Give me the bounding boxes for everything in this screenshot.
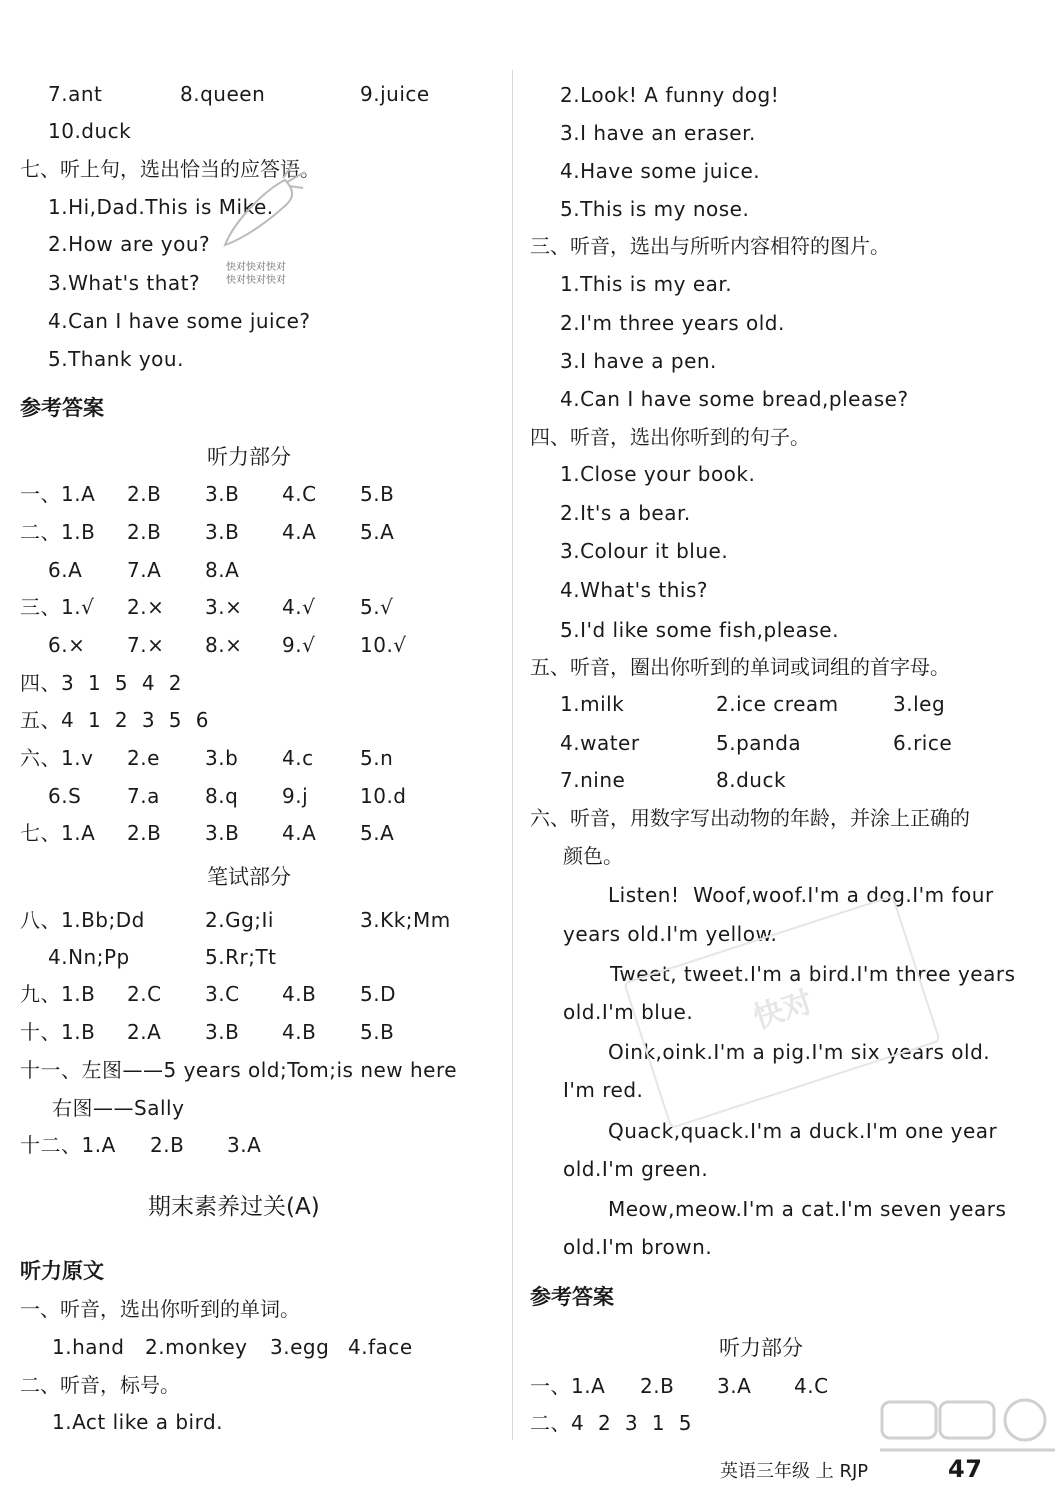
answer-item: 3.Kk;Mm: [360, 908, 451, 932]
answer-item: 2.Gg;Ii: [205, 908, 274, 932]
sentence-item: 4.Can I have some bread,please?: [560, 387, 909, 411]
answer-item: 3.B: [205, 482, 240, 506]
answer-item: 三、1.√: [20, 595, 95, 619]
answer-item: 4.A: [282, 821, 317, 845]
carrot-watermark-icon: [215, 160, 310, 255]
answer-item: 9.j: [282, 784, 309, 808]
answer-item: 十二、1.A: [20, 1133, 116, 1157]
answer-item: 8.q: [205, 784, 239, 808]
passage-line: old.I'm brown.: [563, 1235, 713, 1259]
answer-item: 5.A: [360, 821, 395, 845]
answer-item: 2.A: [127, 1020, 162, 1044]
section-title: 一、听音，选出你听到的单词。: [20, 1297, 300, 1321]
section-title: 二、听音，标号。: [20, 1373, 180, 1397]
answer-item: 一、1.A: [20, 482, 96, 506]
section-title-cont: 颜色。: [563, 844, 623, 868]
answer-item: 2.C: [127, 982, 162, 1006]
answer-item: 9.√: [282, 633, 316, 657]
passage-line: Meow,meow.I'm a cat.I'm seven years: [608, 1197, 1007, 1221]
word-item: 10.duck: [48, 119, 132, 143]
answer-item: 5.B: [360, 1020, 395, 1044]
passage-line: old.I'm green.: [563, 1157, 709, 1181]
answer-item: 5.D: [360, 982, 396, 1006]
section-title: 三、听音，选出与所听内容相符的图片。: [530, 234, 890, 258]
word-item: 7.nine: [560, 768, 626, 792]
answer-item: 2.×: [127, 595, 165, 619]
answer-item: 3.B: [205, 821, 240, 845]
answer-item: 4.B: [282, 982, 317, 1006]
answer-item: 10.d: [360, 784, 407, 808]
watermark-text: 快对快对快对: [226, 262, 286, 273]
sentence-item: 2.How are you?: [48, 232, 211, 256]
answer-item: 二、4 2 3 1 5: [530, 1411, 692, 1435]
passage-line: Tweet, tweet.I'm a bird.I'm three years: [610, 962, 1016, 986]
answer-item: 2.B: [127, 520, 162, 544]
answer-item: 3.A: [227, 1133, 262, 1157]
answer-item: 5.B: [360, 482, 395, 506]
section-title: 四、听音，选出你听到的句子。: [530, 425, 810, 449]
sentence-item: 4.What's this?: [560, 578, 709, 602]
answer-item: 八、1.Bb;Dd: [20, 908, 145, 932]
passage-line: Listen! Woof,woof.I'm a dog.I'm four: [608, 883, 994, 907]
answer-item: 6.×: [48, 633, 86, 657]
answer-item: 8.A: [205, 558, 240, 582]
answer-item: 十一、左图——5 years old;Tom;is new here: [20, 1058, 458, 1082]
sentence-item: 1.Hi,Dad.This is Mike.: [48, 195, 274, 219]
word-item: 4.face: [348, 1335, 413, 1359]
sentence-item: 4.Have some juice.: [560, 159, 761, 183]
answer-item: 4.√: [282, 595, 316, 619]
answer-item: 3.b: [205, 746, 239, 770]
sentence-item: 4.Can I have some juice?: [48, 309, 311, 333]
answer-item: 3.B: [205, 520, 240, 544]
word-item: 8.queen: [180, 82, 266, 106]
section-title: 五、听音，圈出你听到的单词或词组的首字母。: [530, 655, 950, 679]
answer-item: 5.√: [360, 595, 394, 619]
word-item: 6.rice: [893, 731, 953, 755]
page-number: 47: [948, 1455, 983, 1483]
subsection-heading: 听力部分: [719, 1336, 803, 1360]
answer-item: 6.S: [48, 784, 82, 808]
section-title: 七、听上句，选出恰当的应答语。: [20, 157, 320, 181]
answer-item: 5.Rr;Tt: [205, 945, 277, 969]
answer-item: 2.B: [127, 482, 162, 506]
passage-line: Oink,oink.I'm a pig.I'm six years old.: [608, 1040, 991, 1064]
answer-item: 3.×: [205, 595, 243, 619]
answer-item: 8.×: [205, 633, 243, 657]
sentence-item: 5.Thank you.: [48, 347, 184, 371]
answer-item: 4.Nn;Pp: [48, 945, 130, 969]
answer-item: 4.c: [282, 746, 314, 770]
word-item: 2.monkey: [145, 1335, 248, 1359]
answer-item: 四、3 1 5 4 2: [20, 671, 182, 695]
answer-item: 一、1.A: [530, 1374, 606, 1398]
answer-item: 4.A: [282, 520, 317, 544]
answer-item: 五、4 1 2 3 5 6: [20, 708, 209, 732]
answer-item: 3.B: [205, 1020, 240, 1044]
word-item: 5.panda: [716, 731, 802, 755]
passage-line: Quack,quack.I'm a duck.I'm one year: [608, 1119, 998, 1143]
column-divider: [512, 70, 513, 1440]
sentence-item: 1.Close your book.: [560, 462, 756, 486]
answer-item: 3.A: [717, 1374, 752, 1398]
answer-item: 5.n: [360, 746, 394, 770]
answer-item: 2.e: [127, 746, 160, 770]
sentence-item: 3.I have a pen.: [560, 349, 717, 373]
sentence-item: 1.This is my ear.: [560, 272, 733, 296]
sentence-item: 1.Act like a bird.: [52, 1410, 224, 1434]
sentence-item: 3.I have an eraser.: [560, 121, 756, 145]
answer-item: 4.B: [282, 1020, 317, 1044]
word-item: 9.juice: [360, 82, 430, 106]
word-item: 4.water: [560, 731, 640, 755]
answer-item: 6.A: [48, 558, 83, 582]
answer-item: 3.C: [205, 982, 240, 1006]
section-title: 六、听音，用数字写出动物的年龄，并涂上正确的: [530, 806, 970, 830]
answer-item: 右图——Sally: [52, 1096, 185, 1120]
sentence-item: 3.What's that?: [48, 271, 201, 295]
answer-item: 4.C: [282, 482, 317, 506]
passage-line: I'm red.: [563, 1078, 644, 1102]
answer-item: 2.B: [640, 1374, 675, 1398]
answer-item: 7.×: [127, 633, 165, 657]
passage-line: old.I'm blue.: [563, 1000, 694, 1024]
word-item: 7.ant: [48, 82, 103, 106]
answer-item: 10.√: [360, 633, 407, 657]
passage-line: years old.I'm yellow.: [563, 922, 778, 946]
subsection-heading: 笔试部分: [207, 865, 291, 889]
sentence-item: 2.It's a bear.: [560, 501, 691, 525]
answer-item: 十、1.B: [20, 1020, 96, 1044]
answer-item: 六、1.v: [20, 746, 94, 770]
word-item: 3.leg: [893, 692, 946, 716]
sentence-item: 3.Colour it blue.: [560, 539, 729, 563]
answers-heading: 参考答案: [20, 396, 104, 420]
sentence-item: 2.I'm three years old.: [560, 311, 785, 335]
word-item: 3.egg: [270, 1335, 330, 1359]
answer-item: 4.C: [794, 1374, 829, 1398]
subsection-heading: 听力部分: [207, 445, 291, 469]
watermark-text: 快对快对快对: [226, 275, 286, 286]
page-title: 期末素养过关(A): [148, 1194, 320, 1220]
section-heading: 听力原文: [20, 1259, 104, 1283]
answer-item: 7.A: [127, 558, 162, 582]
page-footer-label: 英语三年级 上 RJP: [720, 1461, 869, 1482]
answer-item: 二、1.B: [20, 520, 96, 544]
sentence-item: 5.This is my nose.: [560, 197, 750, 221]
stamp-watermark-text: 快对: [749, 984, 818, 1037]
answers-heading: 参考答案: [530, 1285, 614, 1309]
word-item: 1.milk: [560, 692, 625, 716]
word-item: 8.duck: [716, 768, 787, 792]
word-item: 1.hand: [52, 1335, 125, 1359]
answer-item: 7.a: [127, 784, 160, 808]
sentence-item: 2.Look! A funny dog!: [560, 83, 780, 107]
answer-item: 2.B: [150, 1133, 185, 1157]
sentence-item: 5.I'd like some fish,please.: [560, 618, 839, 642]
answer-item: 2.B: [127, 821, 162, 845]
site-logo-watermark-icon: [880, 1398, 1055, 1458]
answer-item: 七、1.A: [20, 821, 96, 845]
answer-item: 九、1.B: [20, 982, 96, 1006]
word-item: 2.ice cream: [716, 692, 839, 716]
answer-item: 5.A: [360, 520, 395, 544]
